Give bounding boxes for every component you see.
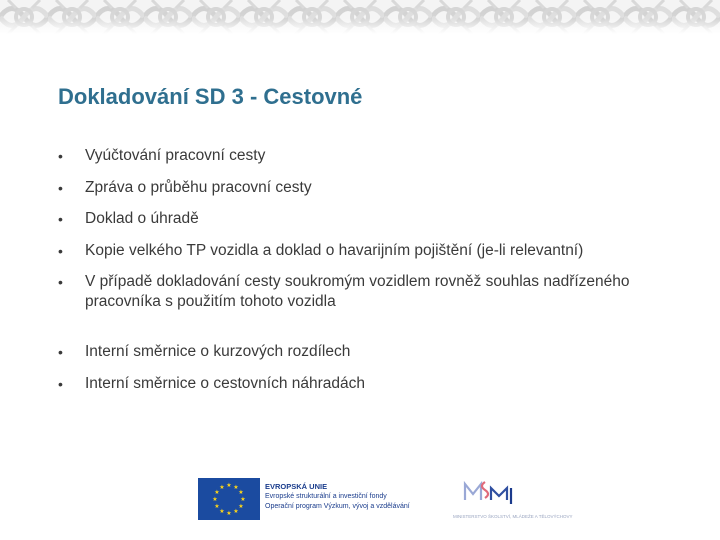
decorative-pattern-band (0, 0, 720, 34)
slide-title: Dokladování SD 3 - Cestovné (58, 84, 363, 109)
bullet-dot: • (58, 375, 63, 392)
list-item-text: V případě dokladování cesty soukromým vozidlem rovněž souhlas nadřízeného pracovníka s použitím tohoto vozidla (85, 273, 630, 310)
svg-text:★: ★ (238, 503, 244, 510)
list-item (58, 146, 698, 166)
list-item (58, 241, 698, 261)
msmt-logo-icon (453, 478, 573, 522)
list-item-text: Zpráva o průběhu pracovní cesty (85, 178, 312, 196)
eu-funding-text (265, 482, 410, 512)
list-item-text: Doklad o úhradě (85, 210, 199, 227)
svg-text:★: ★ (219, 508, 225, 515)
svg-text:★: ★ (226, 482, 232, 489)
svg-text:★: ★ (212, 496, 218, 503)
list-item-text: Vyúčtování pracovní cesty (85, 147, 266, 164)
bullet-dot: • (58, 242, 63, 259)
bullet-dot: • (58, 148, 63, 164)
svg-text:★: ★ (214, 503, 220, 510)
decorative-pattern (0, 0, 720, 34)
bullet-dot: • (58, 344, 63, 360)
msmt-caption: MINISTERSTVO ŠKOLSTVÍ, MLÁDEŽE A TĚLOVÝCHOVY (453, 514, 573, 519)
list-item (58, 272, 698, 312)
eu-programme: Operační program Výzkum, vývoj a vzdělávání (265, 503, 410, 510)
eu-name: EVROPSKÁ UNIE (265, 482, 328, 491)
svg-text:★: ★ (233, 484, 239, 491)
svg-text:★: ★ (238, 489, 244, 496)
svg-text:★: ★ (219, 484, 225, 491)
svg-text:★: ★ (240, 496, 246, 503)
list-item-text: Interní směrnice o kurzových rozdílech (85, 343, 351, 360)
bullet-dot: • (58, 179, 63, 196)
svg-text:★: ★ (214, 489, 220, 496)
list-item (58, 209, 698, 229)
list-item-text: Interní směrnice o cestovních náhradách (85, 374, 366, 392)
eu-funds: Evropské strukturální a investiční fondy (265, 493, 387, 500)
bullet-list (58, 146, 698, 405)
bullet-dot: • (58, 211, 63, 227)
footer-logos (198, 476, 573, 524)
eu-flag-icon (198, 478, 260, 520)
list-item-text: Kopie velkého TP vozidla a doklad o havarijním pojištění (je-li relevantní) (85, 241, 584, 259)
list-item (58, 342, 698, 362)
svg-text:★: ★ (226, 510, 232, 517)
bullet-dot: • (58, 274, 63, 290)
list-item (58, 178, 698, 198)
list-item (58, 374, 698, 394)
svg-text:★: ★ (233, 508, 239, 515)
